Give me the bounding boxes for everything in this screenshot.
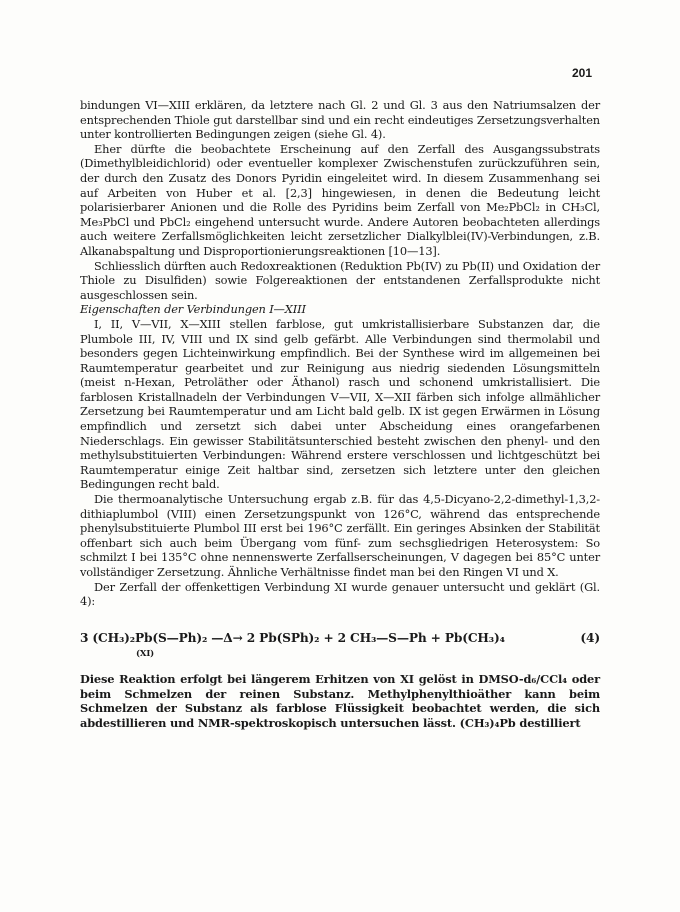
paragraph: Schliesslich dürften auch Redoxreaktionen (Reduktion Pb(IV) zu Pb(II) und Oxidation der Thiole zu Disulfiden) sowie Folgereaktionen der entstandenen Zerfallsprodukte nicht ausgeschlossen sein. <box>80 258 600 302</box>
paragraph: bindungen VI—XIII erklären, da letztere nach Gl. 2 und Gl. 3 aus den Natriumsalzen der entsprechenden Thiole gut darstellbar sind und ein recht eindeutiges Zersetzungsverhalten unter kontrollierten Bedingungen zeigen (siehe Gl. 4). <box>80 98 600 142</box>
page-number: 201 <box>572 66 593 80</box>
paragraph: Die thermoanalytische Untersuchung ergab z.B. für das 4,5-Dicyano-2,2-dimethyl-1,3,2-dithiaplumbol (VIII) einen Zersetzungspunkt von 126°C, während das entsprechende phenylsubstituierte Plumbol III erst bei 196°C zerfällt. Ein geringes Absinken der Stabilität offenbart sich auch beim Übergang vom fünf- zum sechsgliedrigen Heterosystem: So schmilzt I bei 135°C ohne nennenswerte Zerfallserscheinungen, V dagegen bei 85°C unter vollständiger Zersetzung. Ähnliche Verhältnisse findet man bei den Ringen VI und X. <box>80 492 600 579</box>
paragraph: I, II, V—VII, X—XIII stellen farblose, gut umkristallisierbare Substanzen dar, die Plumbole III, IV, VIII und IX sind gelb gefärbt. Alle Verbindungen sind thermolabil und besonders gegen Lichteinwirkung empfindlich. Bei der Synthese wird im allgemeinen bei Raumtemperatur gearbeitet und zur Reinigung aus niedrig siedenden Lösungsmitteln (meist n-Hexan, Petroläther oder Äthanol) rasch und schonend umkristallisiert. Die farblosen Kristallnadeln der Verbindungen V—VII, X—XII färben sich infolge allmählicher Zersetzung bei Raumtemperatur und am Licht bald gelb. IX ist gegen Erwärmen in Lösung empfindlich und zersetzt sich dabei unter Abscheidung eines orangefarbenen Niederschlags. Ein gewisser Stabilitätsunterschied besteht zwischen den phenyl- und den methylsubstituierten Verbindungen: Während erstere verschlossen und lichtgeschützt bei Raumtemperatur einige Zeit haltbar sind, zersetzen sich letztere unter den gleichen Bedingungen recht bald. <box>80 316 600 492</box>
equation-text: 3 (CH₃)₂Pb(S—Ph)₂ —Δ→ 2 Pb(SPh)₂ + 2 CH₃—S—Ph + Pb(CH₃)₄ <box>80 630 505 645</box>
paragraph: Eher dürfte die beobachtete Erscheinung auf den Zerfall des Ausgangssubstrats (Dimethylbleidichlorid) oder eventueller komplexer Zwischenstufen zurückzuführen sein, der durch den Zusatz des Donors Pyridin eingeleitet wird. In diesem Zusammenhang sei auf Arbeiten von Huber et al. [2,3] hingewiesen, in denen die Bedeutung leicht polarisierbarer Anionen und die Rolle des Pyridins beim Zerfall von Me₂PbCl₂ in CH₃Cl, Me₃PbCl und PbCl₂ eingehend untersucht wurde. Andere Autoren beobachteten allerdings auch weitere Zerfallsmöglichkeiten leicht zersetzlicher Dialkylblei(IV)-Verbindungen, z.B. Alkanabspaltung und Disproportionierungsreaktionen [10—13]. <box>80 141 600 258</box>
section-heading: Eigenschaften der Verbindungen I—XIII <box>80 302 306 317</box>
compound-label: (XI) <box>136 649 155 660</box>
body-text <box>80 98 600 730</box>
paragraph: Der Zerfall der offenkettigen Verbindung XI wurde genauer untersucht und geklärt (Gl. 4): <box>80 579 600 609</box>
equation <box>80 631 600 646</box>
equation-number: (4) <box>580 630 600 645</box>
paragraph: Diese Reaktion erfolgt bei längerem Erhitzen von XI gelöst in DMSO-d₆/CCl₄ oder beim Schmelzen der reinen Substanz. Methylphenylthioäther kann beim Schmelzen der Substanz als farblose Flüssigkeit beobachtet werden, die sich abdestillieren und NMR-spektroskopisch untersuchen lässt. (CH₃)₄Pb destilliert <box>80 671 600 730</box>
